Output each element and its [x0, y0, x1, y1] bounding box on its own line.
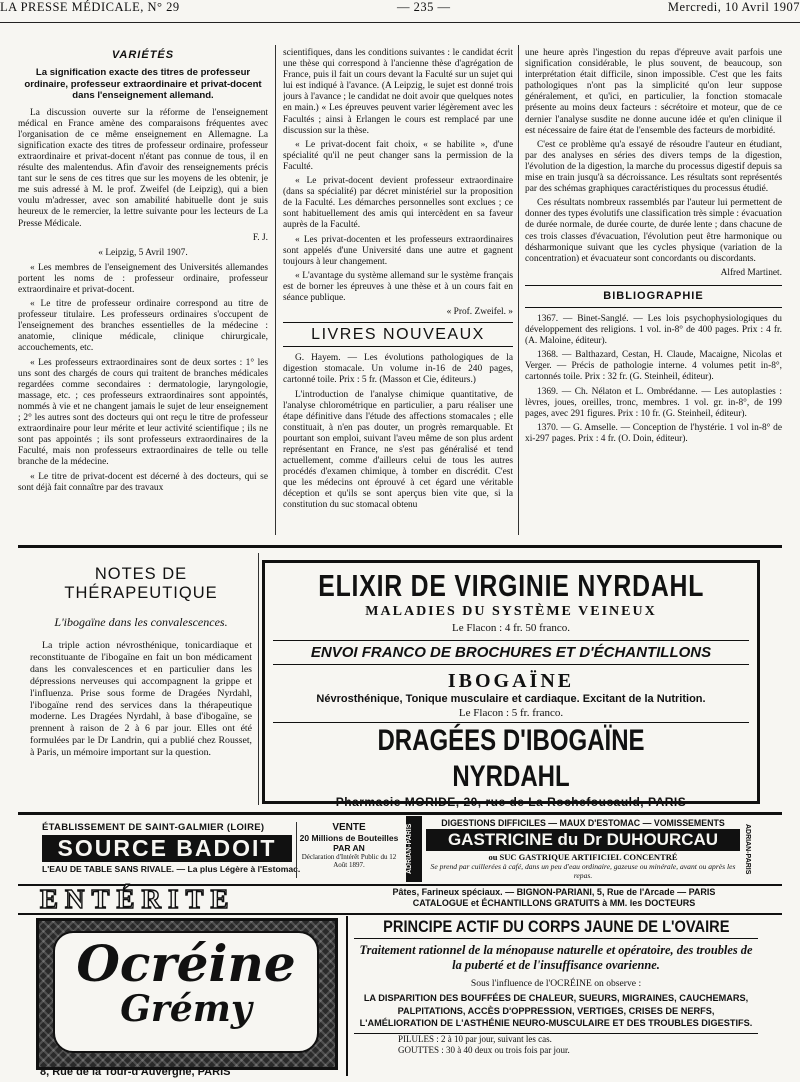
journal-issue: LA PRESSE MÉDICALE, N° 29 [0, 0, 180, 14]
gastricine-side-left: ADRIAN-PARIS [406, 823, 413, 875]
bibliographie-heading: BIBLIOGRAPHIE [525, 285, 782, 308]
letter-dateline: « Leipzig, 5 Avril 1907. [98, 247, 188, 258]
livres-heading: LIVRES NOUVEAUX [283, 322, 513, 347]
notes-title: NOTES DE THÉRAPEUTIQUE [64, 565, 218, 602]
book-review-entry: G. Hayem. — Les évolutions pathologiques de la digestion stomacale. Un volume in-16 de 240 pages, cartonné toile. Prix : 5 fr. (Masson et Cie, éditeurs.) [283, 353, 513, 386]
ocreine-logo-name: Ocréine [76, 934, 296, 993]
enterite-title: ENTÉRITE [40, 884, 236, 914]
bibliography-entry: 1370. — G. Amselle. — Conception de l'hystérie. 1 vol in-8° de xi-297 pages. Prix : 4 fr. (O. Doin, éditeur). [525, 422, 782, 444]
gastricine-advertisement [426, 818, 740, 880]
badoit-establishment: ÉTABLISSEMENT DE SAINT-GALMIER (LOIRE) [42, 822, 265, 833]
badoit-advertisement [42, 822, 301, 878]
section-heading: VARIÉTÉS [111, 49, 175, 61]
envoi-line: ENVOI FRANCO DE BROCHURES ET D'ÉCHANTILLONS [273, 640, 749, 665]
vente-declaration: Déclaration d'Intérêt Public du 12 Août 1897. [301, 853, 397, 869]
ocreine-effect-line: LA DISPARITION DES BOUFFÉES DE CHALEUR, SUEURS, MIGRAINES, CAUCHEMARS, [363, 993, 749, 1003]
ibogaine-price: Le Flacon : 5 fr. franco. [458, 707, 564, 719]
notes-therapeutique [30, 565, 252, 795]
review-signature: Alfred Martinet. [720, 267, 782, 278]
paragraph: scientifiques, dans les conditions suivantes : le candidat écrit une thèse qui correspond à l'ancienne thèse d'agrégation de France, puis il fait un cours devant la Faculté sur un sujet qui lui est indiqué à l'avance. (A Leipzig, le sujet est donné trois jours à l'avance ; le candidat ne doit avoir que quelques notes en main.) « Les épreuves peuvent varier légèrement avec les Facultés ; ainsi à Erlangen le cours est remplacé par une discussion sur la thèse. [283, 48, 513, 136]
paragraph: « Les membres de l'enseignement des Universités allemandes portent les noms de : professeur ordinaire, professeur extraordinaire et privat-docent. [18, 262, 268, 295]
ocreine-address: 8, Rue de la Tour-d'Auvergne, PARIS [40, 1066, 231, 1078]
ocreine-effects [348, 992, 764, 1030]
gastricine-name: GASTRICINE du Dr DUHOURCAU [426, 829, 740, 851]
paragraph: « Le privat-docent fait choix, « se habilite », d'une spécialité qu'il ne peut changer sans la permission de la Faculté. [283, 139, 513, 172]
ocreine-effect-line: L'AMÉLIORATION DE L'ASTHÉNIE NEURO-MUSCULAIRE ET DES TROUBLES DIGESTIFS. [359, 1018, 753, 1029]
article-intro: La discussion ouverte sur la réforme de l'enseignement médical en France amène des comparaisons fréquentes avec l'organisation de ce même enseignement en Allemagne. La signification exacte des titres de professeur ordinaire, professeur extraordinaire et privat-docent n'étant pas connue de tous, il en résulte des malentendus. Afin d'avoir des renseignements précis tant sur le sens de ces titres que sur les moyens de les obtenir, je me suis adressé à M. le prof. Zweifel (de Leipzig), qui a bien voulu m'adresser, avec son amabilité habituelle dont je suis heureux de le remercier, la lettre suivante pour les lecteurs de La Presse Médicale. [18, 107, 268, 229]
ocreine-influence: Sous l'influence de l'OCRÉINE on observe : [470, 978, 642, 989]
gastricine-suc: ou SUC GASTRIQUE ARTIFICIEL CONCENTRÉ [488, 852, 678, 862]
nyrdahl-advertisement [262, 560, 760, 809]
ibogaine-description: Névrosthénique, Tonique musculaire et cardiaque. Excitant de la Nutrition. [316, 693, 706, 705]
letter-signature: « Prof. Zweifel. » [446, 307, 513, 318]
paragraph: « Le titre de professeur ordinaire correspond au titre de professeur titulaire. Les professeurs ordinaires s'occupent de l'enseignement des branches essentielles de la médecine : anatomie, clinique médicale, clinique chirurgicale, accouchements, etc. [18, 299, 268, 354]
elixir-title: ELIXIR DE VIRGINIE NYRDAHL [318, 568, 704, 603]
ocreine-logo-maker: Grémy [120, 988, 252, 1030]
pharmacie-address: Pharmacie MORIDE, 20, rue de La Rochefoucauld, PARIS [335, 795, 687, 809]
ocreine-logo [36, 918, 338, 1070]
column-rule [275, 45, 276, 535]
enterite-catalogue: CATALOGUE et ÉCHANTILLONS GRATUITS à MM. les DOCTEURS [412, 898, 696, 908]
right-column [525, 48, 782, 536]
notes-subtitle: L'ibogaïne dans les convalescences. [54, 615, 228, 629]
article-title: La signification exacte des titres de professeur ordinaire, professeur extraordinaire et privat-docent dans l'enseignement allemand. [24, 67, 262, 102]
dragees-title: DRAGÉES D'IBOGAÏNE NYRDAHL [273, 722, 749, 795]
bibliography-entry: 1367. — Binet-Sanglé. — Les lois psychophysiologiques du développement des religions. 1 vol. in-8° de 400 pages. Prix : 4 fr. (A. Maloine, éditeur). [525, 313, 782, 347]
initials: F. J. [252, 232, 268, 243]
paragraph: « L'avantage du système allemand sur le système français est de borner les épreuves à une thèse et à un cours fait en séance publique. [283, 270, 513, 303]
ocreine-dosage [354, 1033, 758, 1056]
badoit-sales-box [296, 822, 401, 878]
gastricine-side-band [744, 816, 760, 882]
varietes-column [18, 48, 268, 536]
badoit-tagline: L'EAU DE TABLE SANS RIVALE. — La plus Légère à l'Estomac. [42, 864, 301, 874]
ocreine-title: PRINCIPE ACTIF DU CORPS JAUNE DE L'OVAIRE [354, 916, 758, 939]
paragraph: « Les professeurs extraordinaires sont de deux sortes : 1° les uns sont des chargés de cours qui traitent de branches médicales regardées comme secondaires : dermatologie, laryngologie, massage, etc. ; ces professeurs extraordinaires sont appointés, nommés à vie et ne changent jamais le sujet de leur enseignement ; 2° les autres sont des docteurs qui ont reçu le titre de professeur extraordinaire pour leur mérite et leur activité scientifique ; ils ne sont pas appointés ; ils sont professeurs extraordinaires de la Faculté, mais non professeurs extraordinaires de telle ou telle branche de la médecine. [18, 357, 268, 468]
gastricine-usage: Se prend par cuillerées à café, dans un peu d'eau ordinaire, gazeuse ou minérale, avant ou après les repas. [430, 862, 736, 880]
paragraph: C'est ce problème qu'a essayé de résoudre l'auteur en étudiant, par des analyses en séries des divers temps de la digestion, l'évolution de la digestion, la marche du processus digestif depuis sa mise en train jusqu'à sa décroissance. Les résultats sont représentés par des schémas graphiques caractéristiques du processus étudié. [525, 139, 782, 195]
middle-column [283, 48, 513, 536]
vente-title: VENTE [332, 822, 366, 833]
gastricine-side-right: ADRIAN-PARIS [744, 823, 751, 875]
paragraph: « Le privat-docent devient professeur extraordinaire (dans sa spécialité) par décret ministériel sur la proposition de la Faculté. Les démarches personnelles sont exclues ; ce sont habituellement des amis qui intercèdent en sa faveur auprès de la Faculté. [283, 176, 513, 231]
paragraph: « Le titre de privat-docent est décerné à des docteurs, qui se sont déjà fait connaître par des travaux [18, 471, 268, 493]
section-divider [18, 545, 782, 548]
section-divider [18, 913, 782, 915]
bibliography-entry: 1369. — Ch. Nélaton et L. Ombrédanne. — Les autoplasties : lèvres, joues, oreilles, tronc, membres. 1 vol. gr. in-8°, de 199 pages, avec 291 figures. Prix : 10 fr. (G. Steinheil, éditeur). [525, 386, 782, 419]
badoit-name: SOURCE BADOIT [42, 835, 292, 862]
vente-line: 20 Millions de Bouteilles [299, 833, 399, 843]
ocreine-effect-line: PALPITATIONS, ACCÈS D'OPPRESSION, VERTIGES, CRISES DE NERFS, [397, 1005, 715, 1016]
gastricine-symptoms: DIGESTIONS DIFFICILES — MAUX D'ESTOMAC — VOMISSEMENTS [441, 818, 725, 828]
gastricine-side-band [406, 816, 422, 882]
running-header [0, 0, 800, 23]
section-divider [18, 812, 782, 815]
paragraph: Ces résultats nombreux rassemblés par l'auteur lui permettent de donner des types évolutifs une classification très simple : évacuation de durée normale, de durée courte, de durée lente ; dans chacune de ces trois classes d'évacuation, l'évolution peut être harmonique ou désharmonique suivant que les cycles physique (variation de la concentration) et évacuateur sont concordants ou discordants. [525, 198, 782, 264]
issue-date: Mercredi, 10 Avril 1907 [667, 0, 800, 14]
paragraph: « Les privat-docenten et les professeurs extraordinaires sont appelés d'une Université dans une autre et gagnent toujours à leur changement. [283, 234, 513, 267]
notes-body: La triple action névrosthénique, tonicardiaque et reconstituante de l'ibogaïne en fait un bon médicament dans les convalescences et en particulier dans les dépressions nerveuses qui accompagnent la grippe et l'influenza. Prise sous forme de Dragées Nyrdahl, l'ibogaïne rend des services dans la thérapeutique moderne. Les Dragées Nyrdahl, à base d'ibogaïne, se prennent à raison de 2 à 6 par jour. Elles ont été formulées par le Dr Landrin, qui a publié chez Rousset, à Paris, un mémoire important sur la question. [30, 640, 252, 759]
elixir-price: Le Flacon : 4 fr. 50 franco. [452, 622, 570, 634]
ocreine-gouttes: GOUTTES : 30 à 40 deux ou trois fois par jour. [398, 1044, 570, 1055]
ocreine-description: Traitement rationnel de la ménopause naturelle et opératoire, des troubles de la puberté et de l'insuffisance ovarienne. [359, 943, 753, 972]
elixir-subtitle: MALADIES DU SYSTÈME VEINEUX [365, 604, 657, 619]
ibogaine-title: IBOGAÏNE [447, 670, 575, 692]
bibliography-entry: 1368. — Balthazard, Cestan, H. Claude, Macaigne, Nicolas et Verger. — Précis de pathologie interne. 4 volumes petit in-8°, cartonnés toile. Prix : 32 fr. (G. Steinheil, éditeur). [525, 350, 782, 383]
enterite-advertisement [40, 885, 340, 913]
ocreine-pilules: PILULES : 2 à 10 par jour, suivant les cas. [398, 1033, 552, 1044]
column-rule [258, 553, 259, 805]
page-number: — 235 — [397, 0, 451, 14]
paragraph: une heure après l'ingestion du repas d'épreuve avait parfois une signification considérable, le plus souvent, de beaucoup, son interprétation était difficile, sinon impossible. C'est que les faits pathologiques n'ont pas la simplicité qu'on leur suppose généralement, et qu'ici, en particulier, la fonction stomacale présente au moins deux facteurs : sécrétoire et moteur, que de ce dernier l'analyse susdite ne donne aucune idée et qu'en clinique il est nécessaire de faire état de l'ensemble des facteurs de morbidité. [525, 48, 782, 136]
enterite-address: Pâtes, Farineux spéciaux. — BIGNON-PARIANI, 5, Rue de l'Arcade — PARIS [392, 887, 716, 897]
vente-par-an: PAR AN [333, 843, 365, 853]
book-review-body: L'introduction de l'analyse chimique quantitative, de l'analyse chlorométrique en particulier, a paru réaliser une étape définitive dans l'étude des affections stomacales ; elle constituait, à n'en pas douter, un progrès remarquable. Et pourtant son emploi, suivant l'aveu même de son plus ardent représentant en France, ne s'est pas généralisé et tend actuellement, comme d'ailleurs celui de tous les autres procédés d'examen chimique, à tomber en discrédit. C'est que les médecins ont éprouvé à cet égard une véritable déception et qu'ils se sont aperçus bien vite que, si la constitution du suc stomacal obtenu [283, 389, 513, 511]
column-rule [518, 45, 519, 535]
ocreine-advertisement [346, 916, 764, 1076]
enterite-details [348, 887, 760, 909]
